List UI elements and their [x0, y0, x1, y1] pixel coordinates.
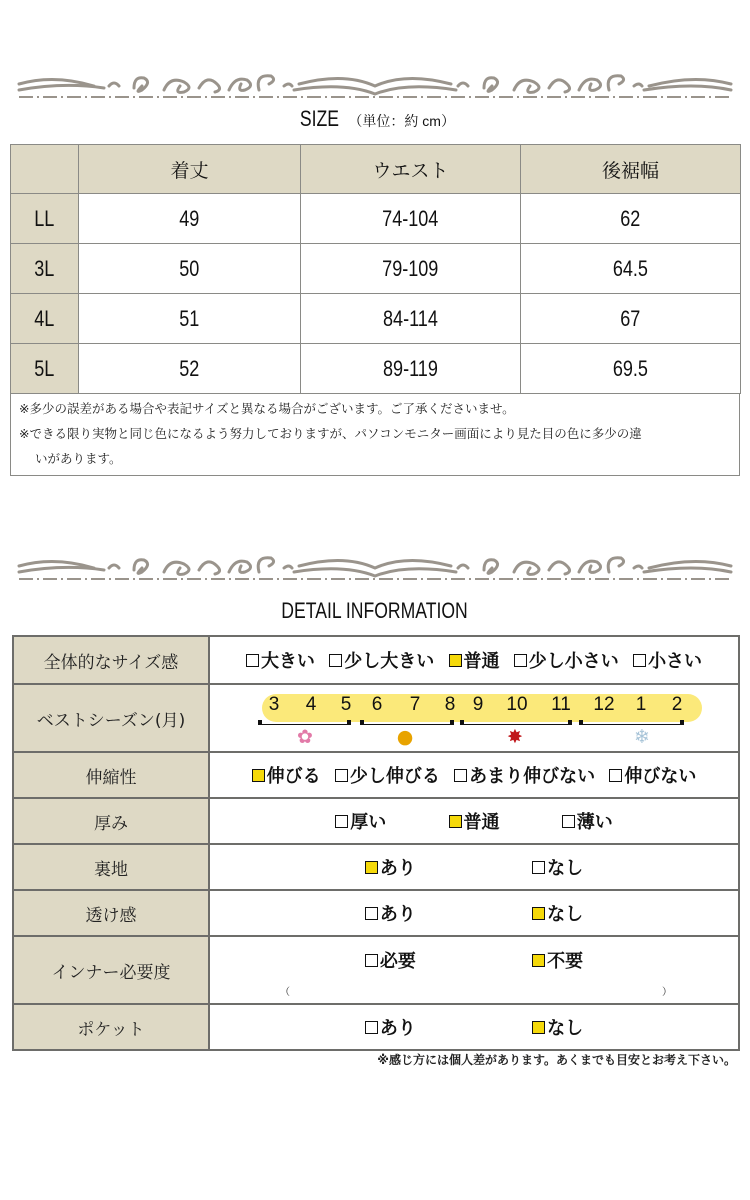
detail-options — [209, 798, 739, 844]
detail-row-lining — [13, 844, 739, 890]
checkbox-checked-icon — [252, 769, 265, 782]
hem-width-cell: 67 — [521, 294, 741, 344]
spring-bracket — [258, 720, 351, 725]
checkbox-checked-icon — [449, 815, 462, 828]
option-thin: 薄い — [562, 808, 613, 834]
note-line: いがあります。 — [35, 451, 122, 466]
detail-row-stretch — [13, 752, 739, 798]
checkbox-unchecked-icon — [365, 954, 378, 967]
detail-options — [209, 1004, 739, 1050]
summer-bracket — [360, 720, 454, 725]
waist-cell: 79-109 — [301, 244, 521, 294]
waist-cell: 74-104 — [301, 194, 521, 244]
month-label: 1 — [635, 694, 647, 715]
size-header-hem-width: 後裾幅 — [521, 145, 741, 194]
ornament-flourish-icon — [14, 546, 736, 586]
snowflake-icon: ❄ — [634, 726, 650, 748]
decorative-divider-detail — [14, 546, 736, 586]
detail-options — [209, 936, 739, 1004]
checkbox-unchecked-icon — [365, 1021, 378, 1034]
checkbox-unchecked-icon — [329, 654, 342, 667]
table-row — [11, 344, 741, 394]
checkbox-unchecked-icon — [633, 654, 646, 667]
size-label: 4L — [11, 294, 79, 344]
maple-leaf-icon: ✸ — [507, 726, 523, 748]
option-stretches: 伸びる — [252, 762, 321, 788]
option-barely-stretches: あまり伸びない — [454, 762, 595, 788]
option-thick: 厚い — [335, 808, 386, 834]
size-title-text: SIZE — [299, 106, 340, 131]
month-label: 2 — [671, 694, 683, 715]
paren-close: ） — [662, 987, 672, 998]
checkbox-checked-icon — [532, 907, 545, 920]
note-line: ※多少の誤差がある場合や表記サイズと異なる場合がございます。ご了承くださいませ。 — [19, 401, 515, 416]
length-cell: 50 — [79, 244, 301, 294]
detail-title-text: DETAIL INFORMATION — [281, 598, 469, 623]
checkbox-checked-icon — [365, 861, 378, 874]
checkbox-unchecked-icon — [454, 769, 467, 782]
option-large: 大きい — [246, 647, 315, 673]
size-header-corner — [11, 145, 79, 194]
sunflower-icon: ● — [396, 726, 414, 748]
size-header-waist: ウエスト — [301, 145, 521, 194]
season-timeline — [210, 686, 738, 750]
option-normal: 普通 — [449, 647, 500, 673]
option-normal: 普通 — [449, 808, 500, 834]
detail-row-best-season — [13, 684, 739, 752]
table-row — [11, 244, 741, 294]
detail-row-sheerness — [13, 890, 739, 936]
detail-label: 厚み — [13, 798, 209, 844]
detail-label: インナー必要度 — [13, 936, 209, 1004]
detail-row-thickness — [13, 798, 739, 844]
winter-bracket — [579, 720, 684, 725]
checkbox-unchecked-icon — [365, 907, 378, 920]
paren-open: （ — [280, 987, 290, 998]
size-notes — [10, 394, 740, 476]
option-no: なし — [532, 854, 583, 880]
detail-label: 全体的なサイズ感 — [13, 636, 209, 684]
month-label: 4 — [305, 694, 317, 715]
autumn-bracket — [460, 720, 572, 725]
hem-width-cell: 62 — [521, 194, 741, 244]
option-slightly-large: 少し大きい — [329, 647, 434, 673]
detail-options — [209, 636, 739, 684]
checkbox-unchecked-icon — [609, 769, 622, 782]
size-label: 5L — [11, 344, 79, 394]
month-label: 5 — [340, 694, 352, 715]
detail-row-pocket — [13, 1004, 739, 1050]
detail-label: ポケット — [13, 1004, 209, 1050]
hem-width-cell: 69.5 — [521, 344, 741, 394]
decorative-divider-top — [14, 64, 736, 104]
checkbox-unchecked-icon — [246, 654, 259, 667]
size-section-title — [0, 106, 750, 132]
detail-options — [209, 752, 739, 798]
length-cell: 51 — [79, 294, 301, 344]
size-label: 3L — [11, 244, 79, 294]
detail-label: 裏地 — [13, 844, 209, 890]
option-slightly-small: 少し小さい — [514, 647, 619, 673]
size-header-length: 着丈 — [79, 145, 301, 194]
month-label: 8 — [444, 694, 456, 715]
size-table-header-row — [11, 145, 741, 194]
option-no: なし — [532, 1014, 583, 1040]
month-label: 7 — [409, 694, 421, 715]
detail-options — [209, 890, 739, 936]
hem-width-cell: 64.5 — [521, 244, 741, 294]
option-slightly-stretches: 少し伸びる — [335, 762, 440, 788]
option-needed: 必要 — [365, 947, 416, 973]
month-label: 12 — [593, 694, 615, 715]
table-row — [11, 294, 741, 344]
detail-label: 透け感 — [13, 890, 209, 936]
length-cell: 52 — [79, 344, 301, 394]
waist-cell: 89-119 — [301, 344, 521, 394]
size-unit-note: （単位：約 cm） — [348, 113, 455, 129]
detail-section-title — [0, 598, 750, 624]
checkbox-unchecked-icon — [532, 861, 545, 874]
detail-row-inner-needed — [13, 936, 739, 1004]
checkbox-checked-icon — [532, 1021, 545, 1034]
option-yes: あり — [365, 900, 416, 926]
detail-footnote: ※感じ方には個人差があります。あくまでも目安とお考え下さい。 — [377, 1053, 736, 1067]
checkbox-unchecked-icon — [335, 769, 348, 782]
option-no-stretch: 伸びない — [609, 762, 696, 788]
size-label: LL — [11, 194, 79, 244]
detail-row-size-feel — [13, 636, 739, 684]
option-small: 小さい — [633, 647, 702, 673]
checkbox-checked-icon — [532, 954, 545, 967]
checkbox-unchecked-icon — [562, 815, 575, 828]
detail-label: ベストシーズン(月) — [13, 684, 209, 752]
table-row — [11, 194, 741, 244]
option-not-needed: 不要 — [532, 947, 583, 973]
option-yes: あり — [365, 854, 416, 880]
detail-options — [209, 844, 739, 890]
option-no: なし — [532, 900, 583, 926]
month-label: 3 — [268, 694, 280, 715]
checkbox-unchecked-icon — [514, 654, 527, 667]
season-chart — [209, 684, 739, 752]
month-label: 9 — [472, 694, 484, 715]
month-label: 11 — [551, 694, 571, 715]
ornament-flourish-icon — [14, 64, 736, 104]
checkbox-unchecked-icon — [335, 815, 348, 828]
month-label: 6 — [371, 694, 383, 715]
option-yes: あり — [365, 1014, 416, 1040]
note-line: ※できる限り実物と同じ色になるよう努力しておりますが、パソコンモニター画面により見た目の色に多少の違 — [19, 426, 642, 441]
detail-label: 伸縮性 — [13, 752, 209, 798]
cherry-blossom-icon: ✿ — [297, 726, 313, 748]
month-label: 10 — [506, 694, 528, 715]
checkbox-checked-icon — [449, 654, 462, 667]
length-cell: 49 — [79, 194, 301, 244]
waist-cell: 84-114 — [301, 294, 521, 344]
size-table — [10, 144, 741, 394]
detail-table — [12, 635, 740, 1051]
